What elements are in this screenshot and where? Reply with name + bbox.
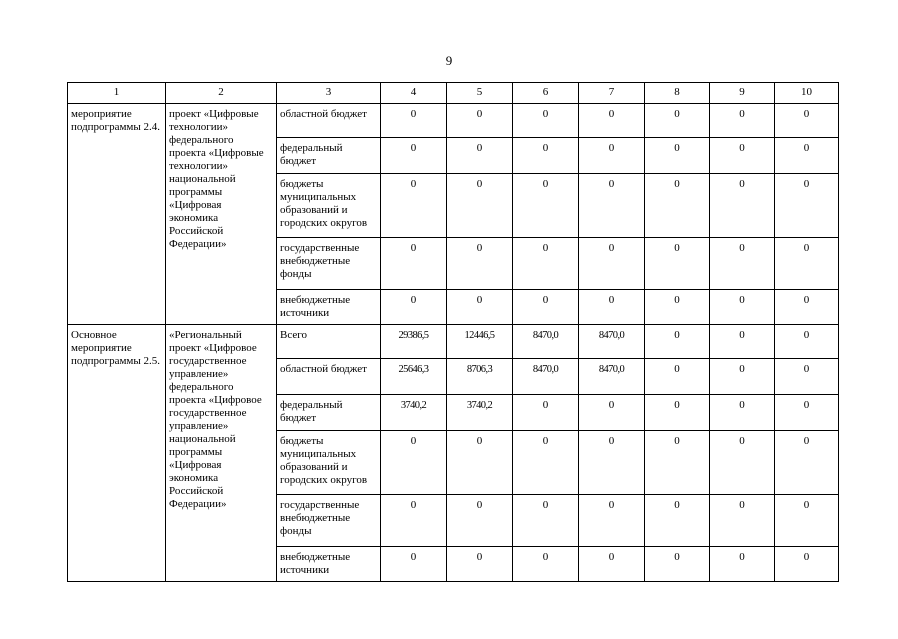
header-cell: 5 — [447, 83, 513, 104]
value-cell: 8470,0 — [513, 359, 579, 395]
value-cell: 0 — [775, 359, 839, 395]
value-cell: 0 — [579, 238, 645, 290]
value-cell: 0 — [579, 547, 645, 582]
value-cell: 0 — [710, 395, 775, 431]
value-cell: 0 — [775, 325, 839, 359]
value-cell: 8470,0 — [513, 325, 579, 359]
funding-source-cell: бюджеты муниципальных образований и городских округов — [277, 174, 381, 238]
value-cell: 0 — [513, 290, 579, 325]
value-cell: 0 — [513, 495, 579, 547]
value-cell: 0 — [645, 325, 710, 359]
value-cell: 3740,2 — [381, 395, 447, 431]
value-cell: 0 — [381, 174, 447, 238]
value-cell: 0 — [447, 431, 513, 495]
value-cell: 0 — [775, 104, 839, 138]
value-cell: 0 — [775, 547, 839, 582]
value-cell: 0 — [447, 174, 513, 238]
value-cell: 25646,3 — [381, 359, 447, 395]
header-cell: 3 — [277, 83, 381, 104]
header-cell: 10 — [775, 83, 839, 104]
value-cell: 0 — [645, 290, 710, 325]
value-cell: 29386,5 — [381, 325, 447, 359]
funding-source-cell: внебюджетные источники — [277, 290, 381, 325]
value-cell: 0 — [710, 431, 775, 495]
value-cell: 0 — [579, 395, 645, 431]
value-cell: 0 — [513, 238, 579, 290]
value-cell: 0 — [579, 495, 645, 547]
value-cell: 0 — [645, 174, 710, 238]
value-cell: 0 — [513, 395, 579, 431]
value-cell: 0 — [775, 495, 839, 547]
value-cell: 0 — [710, 325, 775, 359]
value-cell: 8706,3 — [447, 359, 513, 395]
funding-source-cell: федеральный бюджет — [277, 395, 381, 431]
funding-source-cell: федеральный бюджет — [277, 138, 381, 174]
value-cell: 0 — [645, 431, 710, 495]
budget-table — [67, 82, 839, 582]
value-cell: 0 — [645, 138, 710, 174]
value-cell: 0 — [579, 138, 645, 174]
value-cell: 0 — [645, 104, 710, 138]
value-cell: 0 — [513, 104, 579, 138]
value-cell: 0 — [775, 395, 839, 431]
funding-source-cell: государственные внебюджетные фонды — [277, 495, 381, 547]
value-cell: 0 — [710, 547, 775, 582]
value-cell: 0 — [447, 547, 513, 582]
funding-source-cell: Всего — [277, 325, 381, 359]
value-cell: 0 — [381, 431, 447, 495]
event-cell: Основное мероприятие подпрограммы 2.5. — [68, 325, 166, 582]
value-cell: 0 — [645, 238, 710, 290]
value-cell: 0 — [579, 290, 645, 325]
value-cell: 0 — [513, 431, 579, 495]
funding-source-cell: областной бюджет — [277, 104, 381, 138]
value-cell: 0 — [775, 238, 839, 290]
value-cell: 0 — [381, 495, 447, 547]
header-cell: 9 — [710, 83, 775, 104]
value-cell: 0 — [775, 138, 839, 174]
value-cell: 0 — [710, 174, 775, 238]
value-cell: 0 — [645, 359, 710, 395]
funding-source-cell: областной бюджет — [277, 359, 381, 395]
value-cell: 0 — [775, 431, 839, 495]
value-cell: 0 — [381, 238, 447, 290]
page-number: 9 — [445, 53, 453, 68]
table-row — [68, 104, 839, 138]
value-cell: 0 — [710, 359, 775, 395]
value-cell: 0 — [447, 290, 513, 325]
header-cell: 1 — [68, 83, 166, 104]
value-cell: 0 — [447, 138, 513, 174]
value-cell: 0 — [447, 104, 513, 138]
value-cell: 0 — [381, 290, 447, 325]
value-cell: 0 — [579, 104, 645, 138]
funding-source-cell: государственные внебюджетные фонды — [277, 238, 381, 290]
project-cell: «Региональный проект «Цифровое государственное управление» федерального проекта «Цифровое государственное управление» национальной программы «Цифровая экономика Российской Федерации» — [166, 325, 277, 582]
value-cell: 0 — [710, 495, 775, 547]
value-cell: 0 — [710, 138, 775, 174]
value-cell: 0 — [447, 495, 513, 547]
value-cell: 0 — [447, 238, 513, 290]
header-row — [68, 83, 839, 104]
header-cell: 7 — [579, 83, 645, 104]
event-cell: мероприятие подпрограммы 2.4. — [68, 104, 166, 325]
table-row — [68, 325, 839, 359]
header-cell: 4 — [381, 83, 447, 104]
value-cell: 0 — [513, 547, 579, 582]
header-cell: 6 — [513, 83, 579, 104]
value-cell: 8470,0 — [579, 325, 645, 359]
funding-source-cell: внебюджетные источники — [277, 547, 381, 582]
value-cell: 0 — [579, 431, 645, 495]
value-cell: 0 — [513, 138, 579, 174]
value-cell: 0 — [381, 547, 447, 582]
project-cell: проект «Цифровые технологии» федерального проекта «Цифровые технологии» национальной программы «Цифровая экономика Российской Федерации» — [166, 104, 277, 325]
value-cell: 0 — [710, 238, 775, 290]
value-cell: 0 — [645, 495, 710, 547]
value-cell: 0 — [381, 104, 447, 138]
value-cell: 0 — [579, 174, 645, 238]
value-cell: 0 — [710, 104, 775, 138]
value-cell: 0 — [775, 174, 839, 238]
value-cell: 8470,0 — [579, 359, 645, 395]
value-cell: 0 — [381, 138, 447, 174]
value-cell: 3740,2 — [447, 395, 513, 431]
header-cell: 8 — [645, 83, 710, 104]
header-cell: 2 — [166, 83, 277, 104]
value-cell: 0 — [645, 547, 710, 582]
funding-source-cell: бюджеты муниципальных образований и городских округов — [277, 431, 381, 495]
value-cell: 12446,5 — [447, 325, 513, 359]
value-cell: 0 — [513, 174, 579, 238]
value-cell: 0 — [710, 290, 775, 325]
value-cell: 0 — [775, 290, 839, 325]
value-cell: 0 — [645, 395, 710, 431]
